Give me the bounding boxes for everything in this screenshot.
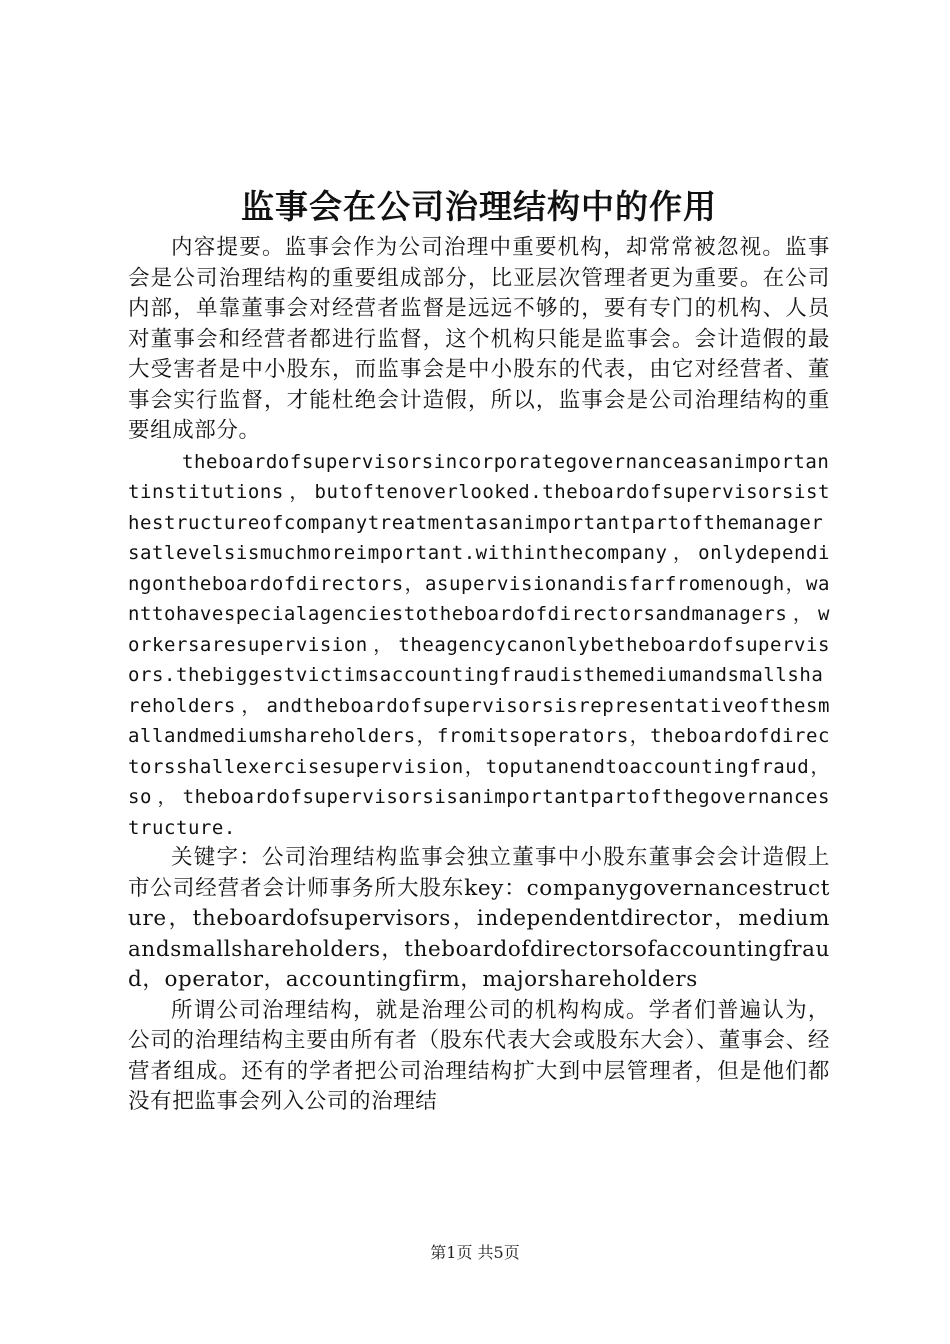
abstract-paragraph: 内容提要。监事会作为公司治理中重要机构，却常常被忽视。监事会是公司治理结构的重要组成部分，比亚层次管理者更为重要。在公司内部，单靠董事会对经营者监督是远远不够的，要有专门的机构、人员对董事会和经营者都进行监督，这个机构只能是监事会。会计造假的最大受害者是中小股东，而监事会是中小股东的代表，由它对经营者、董事会实行监督，才能杜绝会计造假，所以，监事会是公司治理结构的重要组成部分。 xyxy=(128,235,830,443)
keywords-paragraph: 关键字：公司治理结构监事会独立董事中小股东董事会会计造假上市公司经营者会计师事务所大股东key：companygovernancestructure，theboardofsupervisors，independentdirector，mediumandsmallshareholders，theboardofdirectorsofaccountingfraud，operator，accountingfirm，majorshareholders xyxy=(128,845,830,992)
english-abstract-paragraph: theboardofsupervisorsincorporategovernanceasanimportantinstitutions，butoftenoverlooked.theboardofsupervisorsisthestructureofcompanytreatmentasanimportantpartofthemanagersatlevelsismuchmoreimportant.withinthecompany，onlydependingontheboardofdirectors，asupervisionandisfarfromenough，wanttohavespecialagenciestotheboardofdirectorsandmanagers，workersaresupervision，theagencycanonlybetheboardofsupervisors.thebiggestvictimsaccountingfraudisthemediumandsmallshareholders，andtheboardofsupervisorsisrepresentativeofthesmallandmediumshareholders，fromitsoperators，theboardofdirectorsshallexercisesupervision，toputanendtoaccountingfraud，so，theboardofsupervisorsisanimportantpartofthegovernancestructure. xyxy=(128,450,830,839)
document-title: 监事会在公司治理结构中的作用 xyxy=(241,187,717,226)
document-body xyxy=(128,233,830,1118)
body-paragraph: 所谓公司治理结构，就是治理公司的机构构成。学者们普遍认为，公司的治理结构主要由所有者（股东代表大会或股东大会）、董事会、经营者组成。还有的学者把公司治理结构扩大到中层管理者，但是他们都没有把监事会列入公司的治理结 xyxy=(128,997,830,1114)
page-footer: 第1页 共5页 xyxy=(430,1243,520,1262)
